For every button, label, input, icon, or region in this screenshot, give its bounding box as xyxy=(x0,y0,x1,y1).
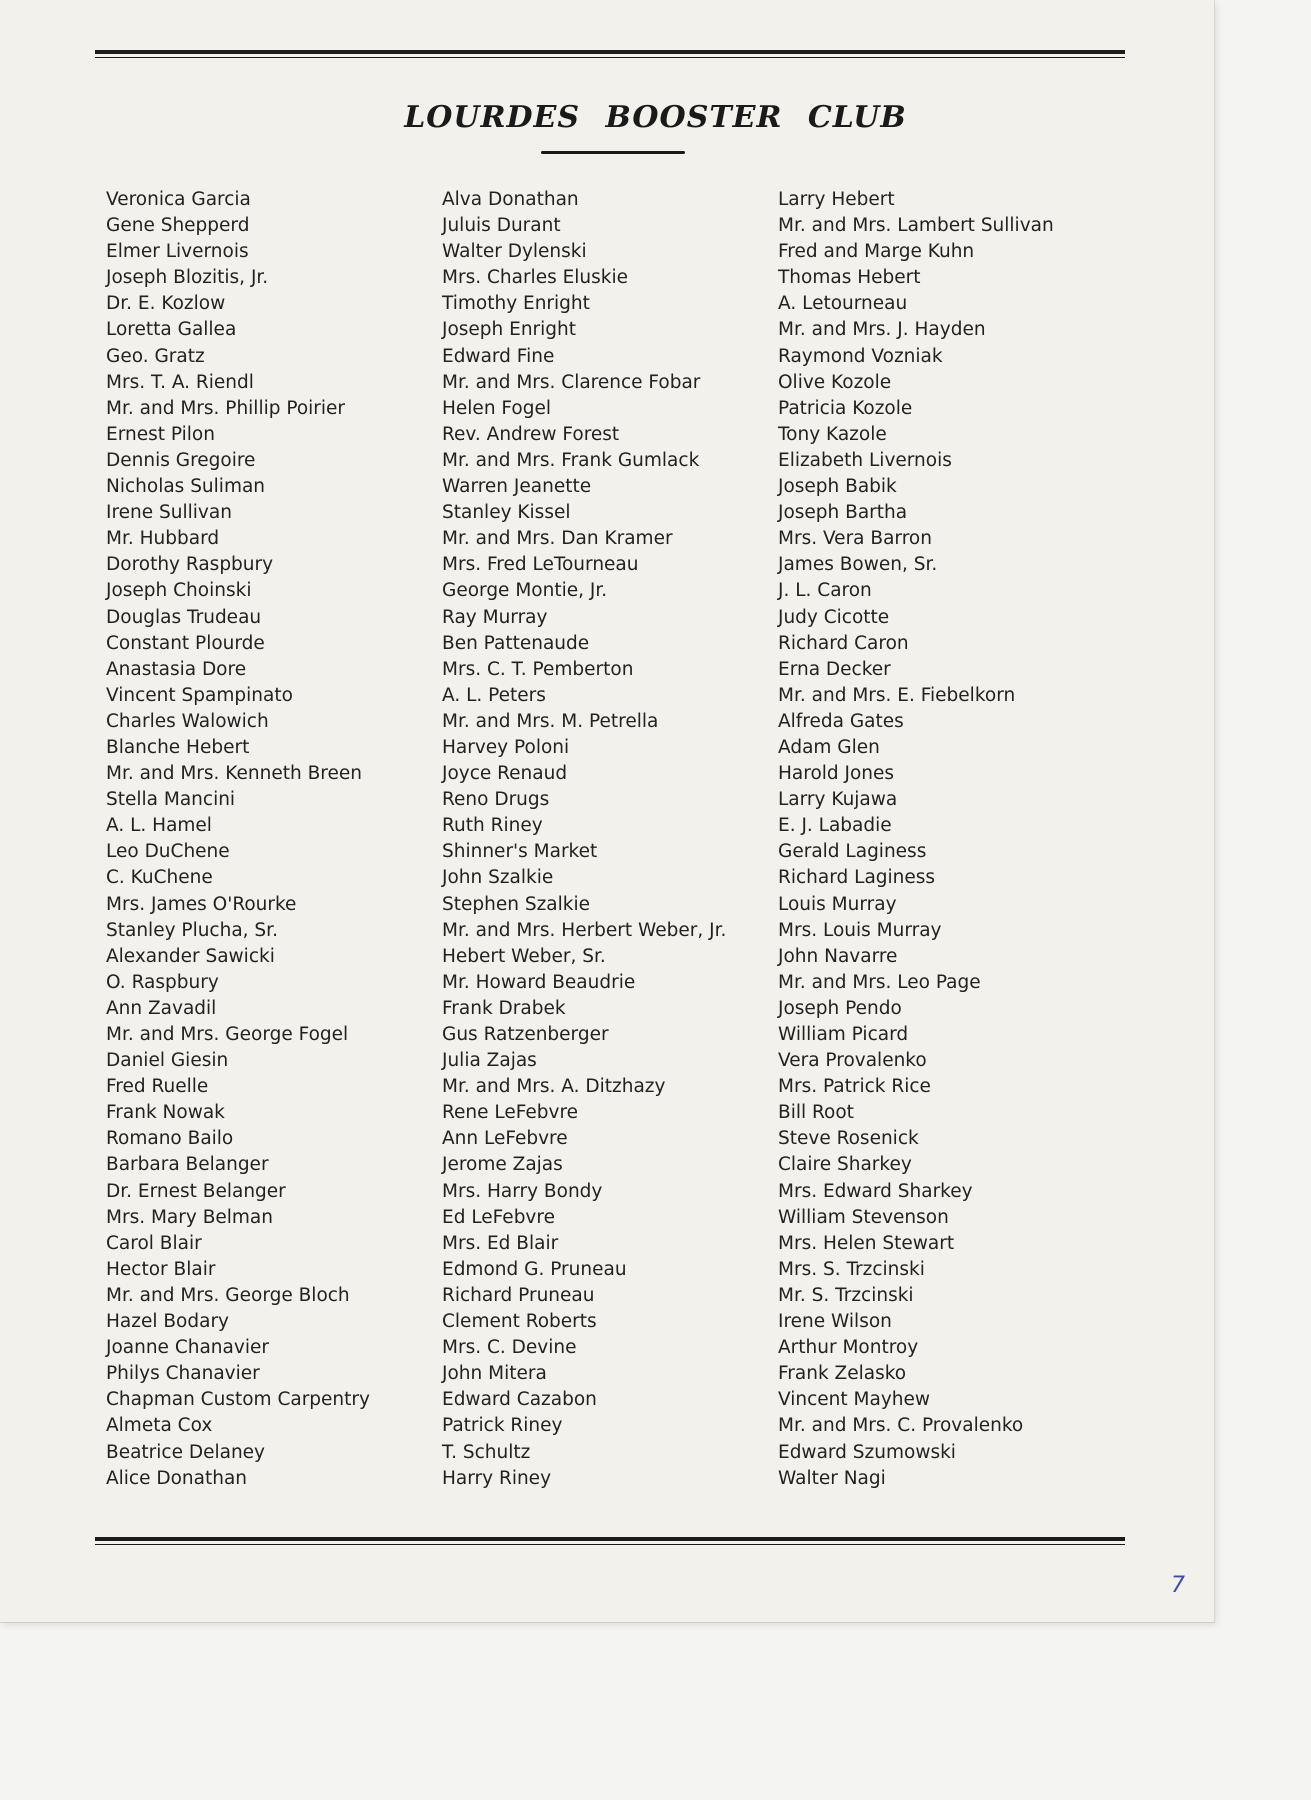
member-name: Charles Walowich xyxy=(106,710,269,732)
member-name: Jerome Zajas xyxy=(442,1154,563,1176)
member-name: Mrs. C. Devine xyxy=(442,1337,577,1359)
member-name: Ray Murray xyxy=(442,606,548,628)
member-name: Nicholas Suliman xyxy=(106,476,266,498)
member-name: John Mitera xyxy=(442,1363,547,1385)
member-name: Mrs. Mary Belman xyxy=(106,1206,273,1228)
member-name: Barbara Belanger xyxy=(106,1154,269,1176)
member-name: Frank Zelasko xyxy=(778,1363,907,1385)
member-name: James Bowen, Sr. xyxy=(778,554,938,576)
member-name: William Picard xyxy=(778,1024,909,1045)
name-column-1 xyxy=(106,187,370,1492)
member-name: Harold Jones xyxy=(778,763,895,785)
member-name: Mrs. Ed Blair xyxy=(442,1232,559,1254)
member-name: Mr. and Mrs. M. Petrella xyxy=(442,710,659,732)
member-name: Stella Mancini xyxy=(106,789,236,811)
member-name: William Stevenson xyxy=(778,1206,949,1228)
member-name: Reno Drugs xyxy=(442,789,550,811)
member-name: Ben Pattenaude xyxy=(442,632,590,654)
member-name: Veronica Garcia xyxy=(106,189,251,210)
member-name: Dr. Ernest Belanger xyxy=(106,1180,286,1202)
member-name: Ann LeFebvre xyxy=(442,1128,568,1150)
member-name: Mrs. Edward Sharkey xyxy=(778,1180,973,1202)
member-name: Mrs. Fred LeTourneau xyxy=(442,554,639,576)
member-name: Geo. Gratz xyxy=(106,345,205,367)
member-name: Mrs. C. T. Pemberton xyxy=(442,658,634,680)
title-underline xyxy=(541,151,685,154)
member-name: Frank Drabek xyxy=(442,997,566,1019)
member-name: Alice Donathan xyxy=(106,1467,248,1489)
member-name: Dennis Gregoire xyxy=(106,449,256,471)
member-name: Gene Shepperd xyxy=(106,215,250,237)
member-name: Vincent Mayhew xyxy=(778,1389,931,1411)
member-name: Helen Fogel xyxy=(442,397,551,419)
member-name: Larry Kujawa xyxy=(778,789,898,811)
member-name: Louis Murray xyxy=(778,893,897,915)
member-name: Bill Root xyxy=(778,1102,854,1124)
member-name: Thomas Hebert xyxy=(778,267,921,289)
member-name: Alva Donathan xyxy=(442,189,579,210)
member-name: Irene Wilson xyxy=(778,1311,892,1333)
member-name: Dorothy Raspbury xyxy=(106,554,274,576)
member-name: Stanley Plucha, Sr. xyxy=(106,919,278,941)
member-name: Mr. and Mrs. Clarence Fobar xyxy=(442,371,701,393)
member-name: Mr. and Mrs. George Bloch xyxy=(106,1284,350,1306)
member-name: Julia Zajas xyxy=(442,1050,537,1072)
member-name: Mr. Howard Beaudrie xyxy=(442,971,636,993)
member-name: Walter Dylenski xyxy=(442,241,587,263)
member-name: Arthur Montroy xyxy=(778,1337,919,1359)
member-name: A. Letourneau xyxy=(778,293,908,315)
member-name: Ruth Riney xyxy=(442,815,543,837)
member-name: Clement Roberts xyxy=(442,1311,597,1333)
member-name: Mrs. Patrick Rice xyxy=(778,1076,931,1098)
member-name: Mr. and Mrs. A. Ditzhazy xyxy=(442,1076,666,1098)
member-name: Mr. S. Trzcinski xyxy=(778,1284,914,1306)
member-name: Judy Cicotte xyxy=(778,606,890,628)
top-rule xyxy=(95,50,1125,58)
member-name: George Montie, Jr. xyxy=(442,580,608,602)
member-name: Mr. and Mrs. George Fogel xyxy=(106,1024,349,1045)
member-name: Daniel Giesin xyxy=(106,1050,229,1072)
member-name: Constant Plourde xyxy=(106,632,265,654)
member-name: Carol Blair xyxy=(106,1232,202,1254)
member-name: Mr. Hubbard xyxy=(106,528,220,550)
member-name: Ed LeFebvre xyxy=(442,1206,555,1228)
member-name: Raymond Vozniak xyxy=(778,345,943,367)
member-name: Warren Jeanette xyxy=(442,476,592,498)
member-name: Patrick Riney xyxy=(442,1415,563,1437)
member-name: Richard Laginess xyxy=(778,867,936,889)
member-name: Romano Bailo xyxy=(106,1128,234,1150)
member-name: C. KuChene xyxy=(106,867,213,889)
member-name: Hector Blair xyxy=(106,1258,216,1280)
member-name: Douglas Trudeau xyxy=(106,606,262,628)
member-name: Adam Glen xyxy=(778,736,880,758)
member-name: Steve Rosenick xyxy=(778,1128,919,1150)
member-name: Joseph Babik xyxy=(778,476,897,498)
member-name: Stephen Szalkie xyxy=(442,893,590,915)
member-name: Erna Decker xyxy=(778,658,891,680)
member-name: Richard Pruneau xyxy=(442,1284,595,1306)
member-name: Claire Sharkey xyxy=(778,1154,912,1176)
member-name: Philys Chanavier xyxy=(106,1363,260,1385)
member-name: Joyce Renaud xyxy=(442,763,568,785)
member-name: Timothy Enright xyxy=(442,293,590,315)
member-name: Juluis Durant xyxy=(442,215,561,237)
member-name: Leo DuChene xyxy=(106,841,230,863)
member-name: Mr. and Mrs. Dan Kramer xyxy=(442,528,673,550)
member-name: Shinner's Market xyxy=(442,841,598,863)
member-name: Walter Nagi xyxy=(778,1467,886,1489)
name-column-2 xyxy=(442,187,726,1492)
member-name: Patricia Kozole xyxy=(778,397,913,419)
member-name: Ann Zavadil xyxy=(106,997,217,1019)
member-name: Loretta Gallea xyxy=(106,319,237,341)
member-name: Almeta Cox xyxy=(106,1415,213,1437)
page-title: LOURDES BOOSTER CLUB xyxy=(404,100,907,135)
member-name: Hazel Bodary xyxy=(106,1311,230,1333)
member-name: Mr. and Mrs. Phillip Poirier xyxy=(106,397,346,419)
member-name: Rev. Andrew Forest xyxy=(442,423,620,445)
member-name: Elmer Livernois xyxy=(106,241,249,263)
member-name: Mrs. S. Trzcinski xyxy=(778,1258,925,1280)
member-name: Blanche Hebert xyxy=(106,736,250,758)
member-name: Anastasia Dore xyxy=(106,658,247,680)
member-name: Joseph Pendo xyxy=(778,997,902,1019)
member-name: Edward Cazabon xyxy=(442,1389,597,1411)
member-name: Olive Kozole xyxy=(778,371,892,393)
member-name: Mr. and Mrs. Kenneth Breen xyxy=(106,763,362,785)
member-name: Mrs. Charles Eluskie xyxy=(442,267,629,289)
member-name: Tony Kazole xyxy=(778,423,887,445)
member-name: Hebert Weber, Sr. xyxy=(442,945,606,967)
member-name: Gerald Laginess xyxy=(778,841,927,863)
member-name: Joanne Chanavier xyxy=(106,1337,269,1359)
member-name: Mr. and Mrs. Herbert Weber, Jr. xyxy=(442,919,727,941)
member-name: Rene LeFebvre xyxy=(442,1102,579,1124)
member-name: Dr. E. Kozlow xyxy=(106,293,226,315)
member-name: Gus Ratzenberger xyxy=(442,1024,609,1045)
member-name: Ernest Pilon xyxy=(106,423,215,445)
page-number: 7 xyxy=(1171,1573,1185,1598)
member-name: Edward Szumowski xyxy=(778,1441,956,1463)
member-name: Mrs. Vera Barron xyxy=(778,528,932,550)
member-name: Alfreda Gates xyxy=(778,710,904,732)
member-name: Mr. and Mrs. Lambert Sullivan xyxy=(778,215,1054,237)
member-name: Joseph Blozitis, Jr. xyxy=(106,267,269,289)
member-name: Fred Ruelle xyxy=(106,1076,209,1098)
member-name: Mrs. James O'Rourke xyxy=(106,893,297,915)
member-name: Beatrice Delaney xyxy=(106,1441,266,1463)
member-name: Elizabeth Livernois xyxy=(778,449,952,471)
member-name: Edward Fine xyxy=(442,345,555,367)
member-name: Harvey Poloni xyxy=(442,736,570,758)
member-name: Edmond G. Pruneau xyxy=(442,1258,627,1280)
member-name: Joseph Choinski xyxy=(106,580,252,602)
bottom-rule xyxy=(95,1537,1125,1545)
member-name: Harry Riney xyxy=(442,1467,552,1489)
member-name: John Navarre xyxy=(778,945,898,967)
member-name: Mr. and Mrs. E. Fiebelkorn xyxy=(778,684,1016,706)
member-name: Mr. and Mrs. Frank Gumlack xyxy=(442,449,700,471)
member-name: Mrs. Helen Stewart xyxy=(778,1232,955,1254)
member-name: Fred and Marge Kuhn xyxy=(778,241,975,263)
member-name: Mr. and Mrs. C. Provalenko xyxy=(778,1415,1024,1437)
member-name: Mrs. Louis Murray xyxy=(778,919,942,941)
member-name: Mr. and Mrs. Leo Page xyxy=(778,971,981,993)
member-name: A. L. Hamel xyxy=(106,815,212,837)
member-name: Joseph Enright xyxy=(442,319,577,341)
member-name: A. L. Peters xyxy=(442,684,546,706)
member-name: Mrs. Harry Bondy xyxy=(442,1180,603,1202)
member-name: Vincent Spampinato xyxy=(106,684,293,706)
member-name: Irene Sullivan xyxy=(106,502,232,524)
member-name: Vera Provalenko xyxy=(778,1050,927,1072)
member-name: J. L. Caron xyxy=(778,580,872,602)
member-name: O. Raspbury xyxy=(106,971,219,993)
member-name: E. J. Labadie xyxy=(778,815,892,837)
member-name: Mr. and Mrs. J. Hayden xyxy=(778,319,986,341)
member-name: John Szalkie xyxy=(442,867,554,889)
member-name: Richard Caron xyxy=(778,632,909,654)
member-name: Chapman Custom Carpentry xyxy=(106,1389,370,1411)
member-name: Mrs. T. A. Riendl xyxy=(106,371,254,393)
member-name: Larry Hebert xyxy=(778,189,895,210)
member-name: Alexander Sawicki xyxy=(106,945,275,967)
member-name: T. Schultz xyxy=(442,1441,531,1463)
name-column-3 xyxy=(778,187,1054,1492)
member-name: Stanley Kissel xyxy=(442,502,571,524)
member-name: Frank Nowak xyxy=(106,1102,225,1124)
member-name: Joseph Bartha xyxy=(778,502,908,524)
